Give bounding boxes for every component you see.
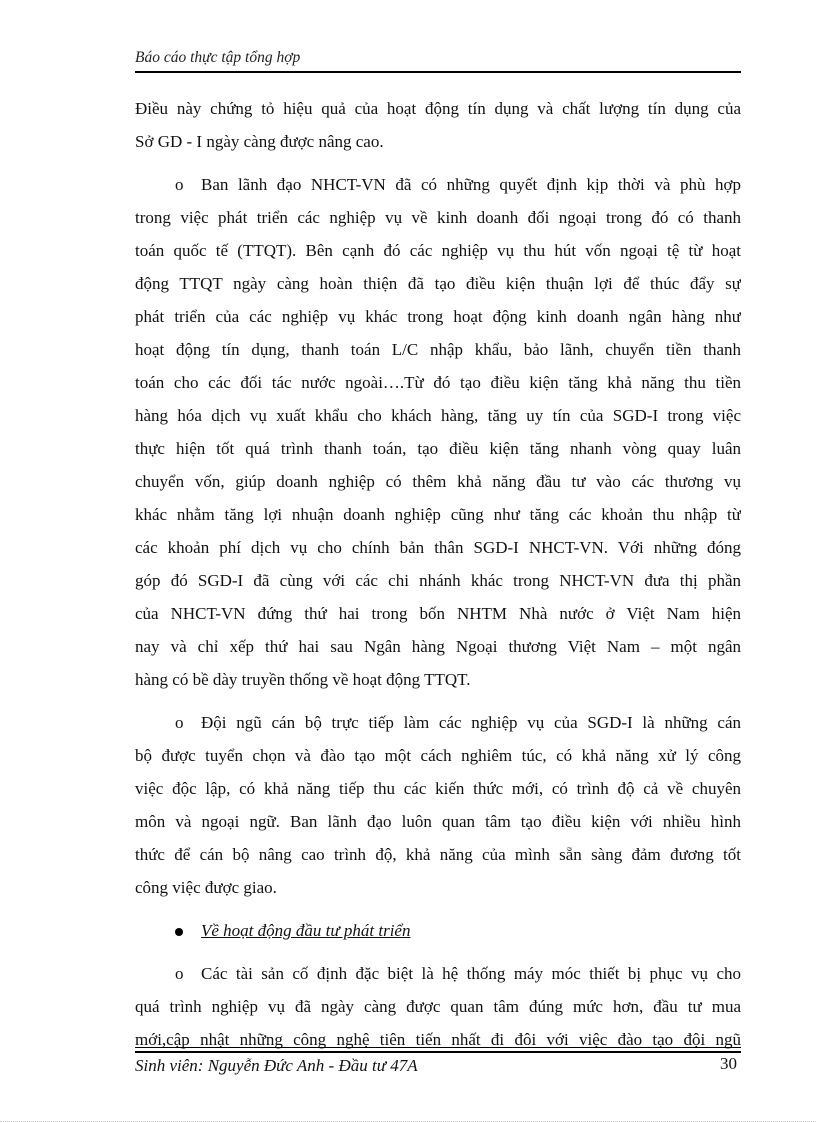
paragraph-line: công việc được giao.	[135, 878, 277, 897]
paragraph-line: các khoản phí dịch vụ cho chính bản thân SGD-I NHCT-VN. Với những đóng	[135, 538, 741, 557]
paragraph-line: của NHCT-VN đứng thứ hai trong bốn NHTM Nhà nước ở Việt Nam hiện	[135, 604, 741, 623]
paragraph-line	[135, 706, 741, 739]
paragraph-gap	[135, 158, 741, 168]
bullet-icon	[175, 928, 183, 936]
paragraph-line: phát triển của các nghiệp vụ khác trong hoạt động kinh doanh ngân hàng như	[135, 307, 741, 326]
paragraph-line: góp đó SGD-I đã cùng với các chi nhánh khác trong NHCT-VN đưa thị phần	[135, 571, 741, 590]
paragraph-line: môn và ngoại ngữ. Ban lãnh đạo luôn quan tâm tạo điều kiện với nhiều hình	[135, 812, 741, 831]
header-rule	[135, 71, 741, 73]
header-title: Báo cáo thực tập tổng hợp	[135, 49, 301, 66]
paragraph-line: Sở GD - I ngày càng được nâng cao.	[135, 132, 384, 151]
paragraph-line: quá trình nghiệp vụ đã ngày càng được quan tâm đúng mức hơn, đầu tư mua	[135, 997, 741, 1016]
paragraph-line: hoạt động tín dụng, thanh toán L/C nhập khẩu, bảo lãnh, chuyển tiền thanh	[135, 340, 741, 359]
page-edge	[0, 1121, 816, 1122]
page-number: 30	[720, 1054, 737, 1073]
paragraph-line	[135, 168, 741, 201]
page-header	[135, 46, 741, 70]
list-marker: o	[175, 713, 184, 732]
paragraph-line: hàng hóa dịch vụ xuất khẩu cho khách hàng, tăng uy tín của SGD-I trong việc	[135, 406, 741, 425]
paragraph-gap	[135, 696, 741, 706]
paragraph-line: nay và chỉ xếp thứ hai sau Ngân hàng Ngoại thương Việt Nam – một ngân	[135, 637, 741, 656]
paragraph-line: hàng có bề dày truyền thống về hoạt động TTQT.	[135, 670, 471, 689]
paragraph-line: thức để cán bộ nâng cao trình độ, khả năng của mình sẵn sàng đảm đương tốt	[135, 845, 741, 864]
paragraph-line	[135, 957, 741, 990]
paragraph-line: toán quốc tế (TTQT). Bên cạnh đó các nghiệp vụ thu hút vốn ngoại tệ từ hoạt	[135, 241, 741, 260]
paragraph-line: Điều này chứng tỏ hiệu quả của hoạt động tín dụng và chất lượng tín dụng của	[135, 99, 741, 118]
paragraph-line: động TTQT ngày càng hoàn thiện đã tạo điều kiện thuận lợi để thúc đẩy sự	[135, 274, 741, 293]
paragraph-line: mới,cập nhật những công nghệ tiên tiến nhất đi đôi với việc đào tạo đội ngũ	[135, 1030, 741, 1049]
document-body	[135, 92, 741, 1056]
paragraph-line: thực hiện tốt quá trình thanh toán, tạo điều kiện tăng nhanh vòng quay luân	[135, 439, 741, 458]
paragraph-gap	[135, 904, 741, 914]
section-heading-text: Về hoạt động đầu tư phát triển	[201, 921, 411, 940]
footer-rule-thick	[135, 1051, 741, 1053]
paragraph-line: chuyển vốn, giúp doanh nghiệp có thêm khả năng đầu tư vào các thương vụ	[135, 472, 741, 491]
list-marker: o	[175, 964, 184, 983]
paragraph-text: Các tài sản cố định đặc biệt là hệ thống máy móc thiết bị phục vụ cho	[201, 964, 741, 983]
section-heading	[135, 914, 741, 947]
list-marker: o	[175, 175, 184, 194]
footer-author: Sinh viên: Nguyễn Đức Anh - Đầu tư 47A	[135, 1056, 418, 1075]
paragraph-gap	[135, 947, 741, 957]
paragraph-line: bộ được tuyển chọn và đào tạo một cách nghiêm túc, có khả năng xử lý công	[135, 746, 741, 765]
paragraph-line: khác nhằm tăng lợi nhuận doanh nghiệp cũng như tăng các khoản thu nhập từ	[135, 505, 741, 524]
paragraph-line: trong việc phát triển các nghiệp vụ về kinh doanh đối ngoại trong đó có thanh	[135, 208, 741, 227]
paragraph-text: Ban lãnh đạo NHCT-VN đã có những quyết định kịp thời và phù hợp	[201, 175, 741, 194]
footer-rule	[135, 1047, 741, 1048]
paragraph-line: toán cho các đối tác nước ngoài….Từ đó tạo điều kiện tăng khả năng thu tiền	[135, 373, 741, 392]
paragraph-text: Đội ngũ cán bộ trực tiếp làm các nghiệp vụ của SGD-I là những cán	[201, 713, 741, 732]
paragraph-line: việc độc lập, có khả năng tiếp thu các kiến thức mới, có trình độ cả về chuyên	[135, 779, 741, 798]
